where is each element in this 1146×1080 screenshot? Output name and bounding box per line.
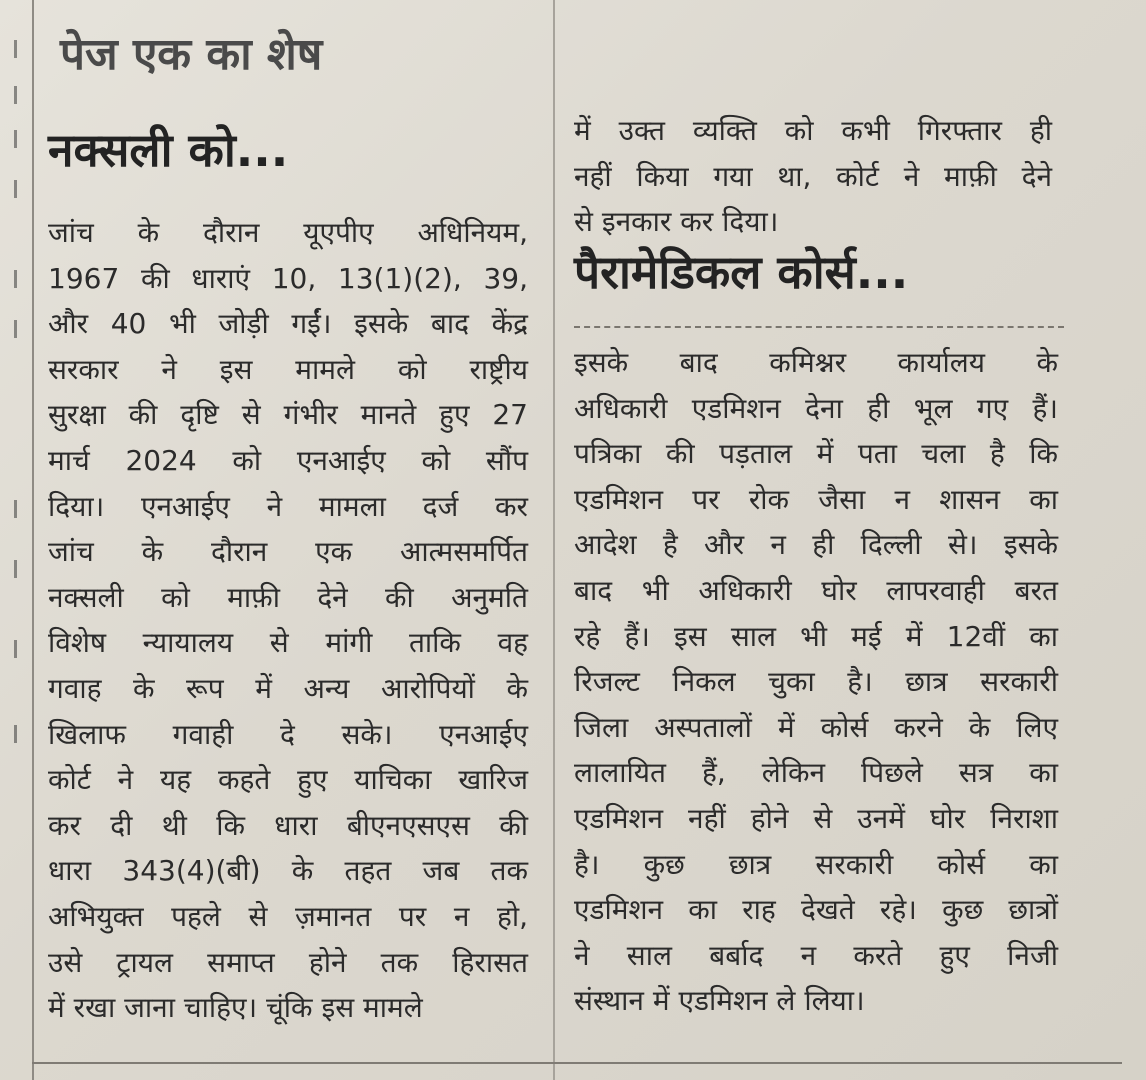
article-line: उसे ट्रायल समाप्त होने तक हिरासत <box>48 945 528 979</box>
article-line: में रखा जाना चाहिए। चूंकि इस मामले <box>48 991 423 1025</box>
text-fragment <box>2 180 17 198</box>
article-line: से इनकार कर दिया। <box>574 205 779 239</box>
article-line: में उक्त व्यक्ति को कभी गिरफ्तार ही <box>574 114 1052 147</box>
column-divider-middle <box>553 0 555 1080</box>
article-line: इसके बाद कमिश्नर कार्यालय के <box>574 346 1058 379</box>
article-line: आदेश है और न ही दिल्ली से। इसके <box>574 528 1058 562</box>
text-fragment <box>2 320 17 338</box>
article-line: मार्च 2024 को एनआईए को सौंप <box>48 443 528 477</box>
article-line: सरकार ने इस मामले को राष्ट्रीय <box>48 352 528 386</box>
text-fragment <box>2 500 17 518</box>
article-line: पत्रिका की पड़ताल में पता चला है कि <box>574 437 1058 471</box>
article-line: नक्सली को माफ़ी देने की अनुमति <box>48 580 528 614</box>
article-line: संस्थान में एडमिशन ले लिया। <box>574 984 865 1018</box>
column-divider-left <box>32 0 34 1080</box>
previous-column-edge <box>0 0 28 1080</box>
article-line: एडमिशन का राह देखते रहे। कुछ छात्रों <box>574 893 1058 927</box>
article-line: कर दी थी कि धारा बीएनएसएस की <box>48 808 528 842</box>
article-line: 1967 की धाराएं 10, 13(1)(2), 39, <box>48 261 528 295</box>
text-fragment <box>2 560 17 578</box>
article-line: एडमिशन नहीं होने से उनमें घोर निराशा <box>574 801 1058 835</box>
right-article-body <box>574 340 1058 1024</box>
text-fragment <box>2 130 17 148</box>
article-line: जिला अस्पतालों में कोर्स करने के लिए <box>574 710 1058 744</box>
text-fragment <box>2 725 17 743</box>
article-line: लालायित हैं, लेकिन पिछले सत्र का <box>574 756 1058 790</box>
left-article-body <box>48 210 528 1031</box>
article-line: जांच के दौरान एक आत्मसमर्पित <box>48 535 528 569</box>
headline-divider <box>574 326 1064 328</box>
article-line: रहे हैं। इस साल भी मई में 12वीं का <box>574 619 1058 653</box>
left-article-headline: नक्सली को... <box>48 123 289 177</box>
bottom-divider <box>32 1062 1122 1064</box>
article-line: सुरक्षा की दृष्टि से गंभीर मानते हुए 27 <box>48 398 528 432</box>
article-line: अधिकारी एडमिशन देना ही भूल गए हैं। <box>574 391 1058 425</box>
right-article-headline: पैरामेडिकल कोर्स... <box>574 245 909 299</box>
article-line: दिया। एनआईए ने मामला दर्ज कर <box>48 489 528 523</box>
article-line: कोर्ट ने यह कहते हुए याचिका खारिज <box>48 763 528 797</box>
article-line: खिलाफ गवाही दे सके। एनआईए <box>48 717 528 751</box>
article-line: ने साल बर्बाद न करते हुए निजी <box>574 938 1058 972</box>
text-fragment <box>2 640 17 658</box>
article-line: अभियुक्त पहले से ज़मानत पर न हो, <box>48 899 528 933</box>
article-line: रिजल्ट निकल चुका है। छात्र सरकारी <box>574 665 1058 699</box>
article-line: बाद भी अधिकारी घोर लापरवाही बरत <box>574 573 1058 607</box>
section-title: पेज एक का शेष <box>60 29 323 80</box>
continuation-body <box>574 108 1052 245</box>
text-fragment <box>2 86 17 104</box>
article-line: नहीं किया गया था, कोर्ट ने माफ़ी देने <box>574 159 1052 193</box>
article-line: जांच के दौरान यूएपीए अधिनियम, <box>48 216 528 249</box>
article-line: विशेष न्यायालय से मांगी ताकि वह <box>48 626 528 660</box>
article-line: और 40 भी जोड़ी गईं। इसके बाद केंद्र <box>48 307 528 341</box>
article-line: एडमिशन पर रोक जैसा न शासन का <box>574 482 1058 516</box>
article-line: गवाह के रूप में अन्य आरोपियों के <box>48 671 528 705</box>
article-line: है। कुछ छात्र सरकारी कोर्स का <box>574 847 1058 881</box>
article-line: धारा 343(4)(बी) के तहत जब तक <box>48 854 528 888</box>
text-fragment <box>2 270 17 288</box>
text-fragment <box>2 40 17 58</box>
